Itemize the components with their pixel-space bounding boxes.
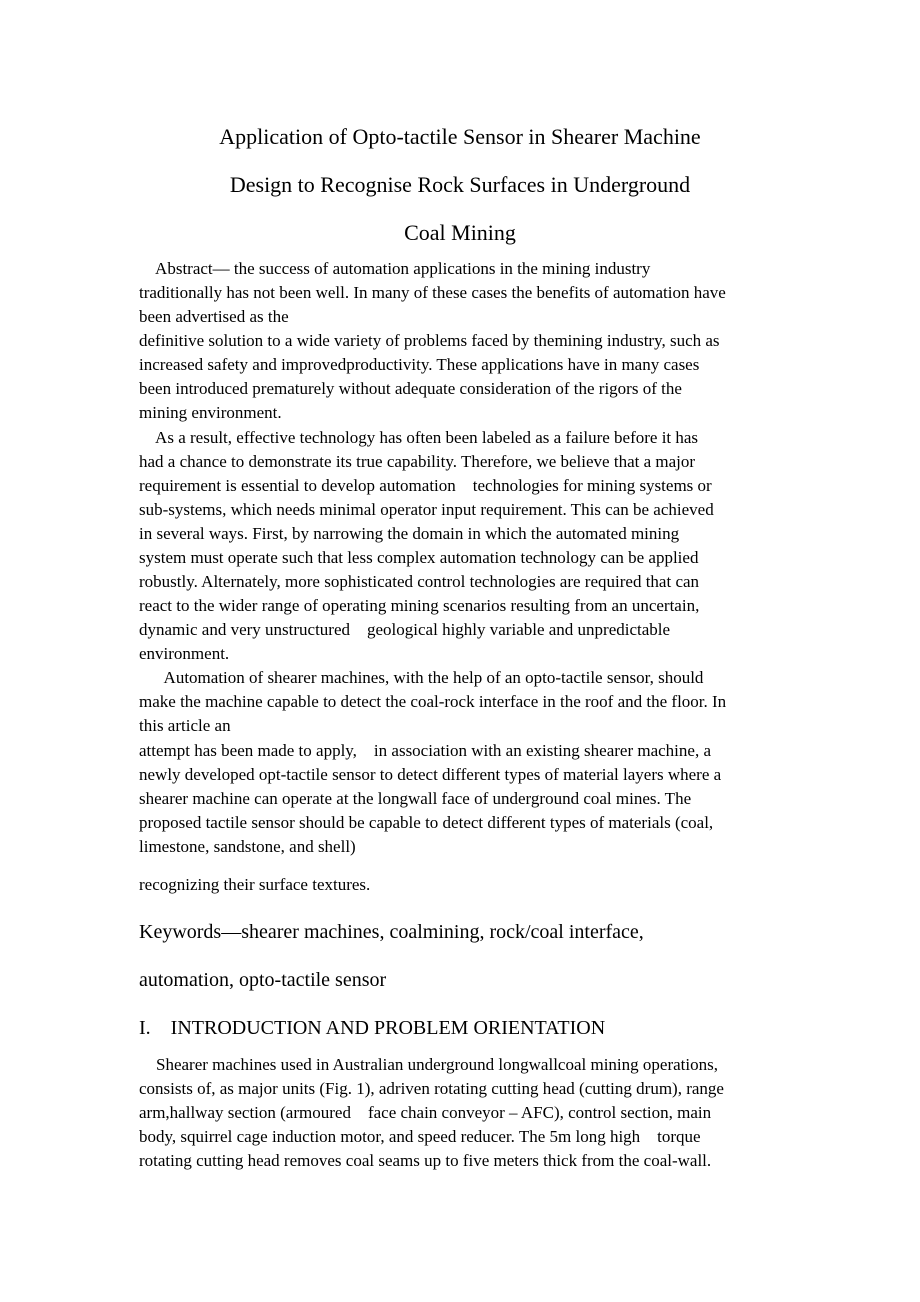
abstract-line: robustly. Alternately, more sophisticated control technologies are required that can xyxy=(139,572,700,591)
abstract-line: dynamic and very unstructured geological highly variable and unpredictable xyxy=(139,620,671,639)
abstract-line: Abstract— the success of automation applications in the mining industry xyxy=(139,259,651,278)
abstract-line: Automation of shearer machines, with the help of an opto-tactile sensor, should xyxy=(139,668,704,687)
section-heading: I. INTRODUCTION AND PROBLEM ORIENTATION xyxy=(139,1017,606,1039)
abstract-line: been introduced prematurely without adequate consideration of the rigors of the xyxy=(139,379,682,398)
abstract-line: shearer machine can operate at the longwall face of underground coal mines. The xyxy=(139,789,692,808)
abstract-line: definitive solution to a wide variety of problems faced by themining industry, such as xyxy=(139,331,720,350)
keywords-line: automation, opto-tactile sensor xyxy=(139,969,387,991)
abstract-line: this article an xyxy=(139,716,231,735)
abstract-line: been advertised as the xyxy=(139,307,289,326)
body-line: body, squirrel cage induction motor, and speed reducer. The 5m long high torque xyxy=(139,1127,701,1146)
abstract-line: environment. xyxy=(139,644,230,663)
body-line: arm,hallway section (armoured face chain conveyor – AFC), control section, main xyxy=(139,1103,712,1122)
abstract-line: had a chance to demonstrate its true capability. Therefore, we believe that a major xyxy=(139,452,696,471)
abstract-line: mining environment. xyxy=(139,403,282,422)
abstract-line: in several ways. First, by narrowing the domain in which the automated mining xyxy=(139,524,680,543)
abstract-line: react to the wider range of operating mining scenarios resulting from an uncertain, xyxy=(139,596,700,615)
abstract-line: make the machine capable to detect the coal-rock interface in the roof and the floor. In xyxy=(139,692,727,711)
abstract-line: As a result, effective technology has often been labeled as a failure before it has xyxy=(139,428,699,447)
paper-title-line-2: Design to Recognise Rock Surfaces in Underground xyxy=(229,172,691,197)
abstract-line: requirement is essential to develop automation technologies for mining systems or xyxy=(139,476,712,495)
body-line: rotating cutting head removes coal seams up to five meters thick from the coal-wall. xyxy=(139,1151,712,1170)
body-line: consists of, as major units (Fig. 1), adriven rotating cutting head (cutting drum), range xyxy=(139,1079,724,1098)
body-line: Shearer machines used in Australian underground longwallcoal mining operations, xyxy=(139,1055,718,1074)
paper-title-line-1: Application of Opto-tactile Sensor in Shearer Machine xyxy=(219,124,701,149)
abstract-line: newly developed opt-tactile sensor to detect different types of material layers where a xyxy=(139,765,722,784)
paper-title-line-3: Coal Mining xyxy=(404,220,516,245)
abstract-line: attempt has been made to apply, in association with an existing shearer machine, a xyxy=(139,741,711,760)
abstract-line: traditionally has not been well. In many of these cases the benefits of automation have xyxy=(139,283,726,302)
abstract-line: proposed tactile sensor should be capable to detect different types of materials (coal, xyxy=(139,813,714,832)
abstract-line: increased safety and improvedproductivity. These applications have in many cases xyxy=(139,355,700,374)
abstract-line: recognizing their surface textures. xyxy=(139,875,371,894)
abstract-line: system must operate such that less complex automation technology can be applied xyxy=(139,548,699,567)
abstract-line: limestone, sandstone, and shell) xyxy=(139,837,356,856)
keywords-line: Keywords—shearer machines, coalmining, rock/coal interface, xyxy=(139,921,644,943)
abstract-line: sub-systems, which needs minimal operator input requirement. This can be achieved xyxy=(139,500,714,519)
